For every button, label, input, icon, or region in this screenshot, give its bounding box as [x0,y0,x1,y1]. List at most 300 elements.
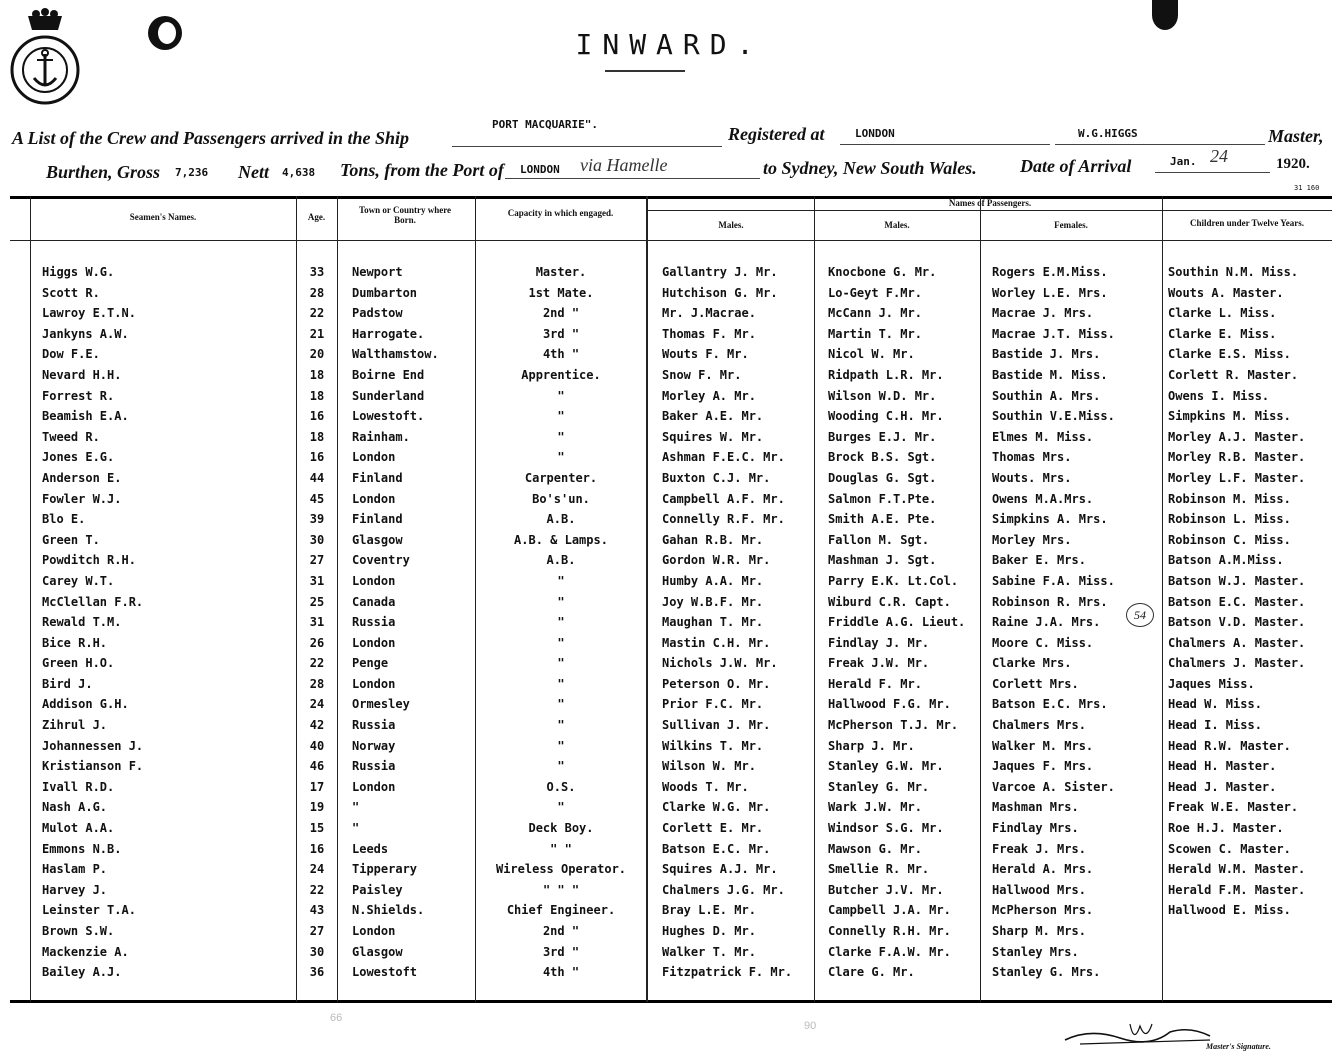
male-passenger-cell: Gallantry J. Mr. [662,265,778,279]
female-passenger-cell: Baker E. Mrs. [992,553,1086,568]
crew-town-cell: Boirne End [352,367,425,382]
male-passenger-cell: Chalmers J.G. Mr. [662,882,785,897]
circled-annotation: 54 [1126,603,1154,627]
male-passenger-cell: Campbell A.F. Mr. [662,491,785,506]
crew-capacity-cell: 2nd " [542,306,580,321]
female-passenger-cell: Southin V.E.Miss. [992,409,1115,424]
male-passenger-cell: Burges E.J. Mr. [828,429,937,444]
crew-capacity-cell: A.B. & Lamps. [514,532,608,547]
crew-capacity-cell: " " [550,841,572,856]
crew-age-cell: 22 [309,882,325,897]
crew-capacity-cell: " [557,388,565,403]
crew-town-cell: Sunderland [352,388,425,403]
crew-age-cell: 46 [309,759,325,774]
male-passenger-cell: Windsor S.G. Mr. [828,821,944,836]
crew-age-cell: 20 [309,347,325,362]
tons-label: Tons, from the Port of [340,160,504,180]
crew-name-cell: Nash A.G. [42,800,108,815]
via-port-handwritten: via Hamelle [580,155,668,175]
page-title: INWARD. [575,28,764,61]
crew-age-cell: 21 [309,326,325,341]
crew-town-cell: Padstow [352,306,403,321]
crew-capacity-cell: " [557,429,565,444]
title-rule [605,70,685,72]
crew-name-cell: Addison G.H. [42,697,129,712]
male-passenger-cell: Gordon W.R. Mr. [662,553,771,568]
male-passenger-cell: Baker A.E. Mr. [662,409,764,424]
crew-age-cell: 30 [309,944,325,959]
male-passenger-cell: Batson E.C. Mr. [662,841,771,856]
child-passenger-cell: Hallwood E. Miss. [1168,903,1291,918]
gross-tonnage: 7,236 [175,166,209,179]
male-passenger-cell: Nicol W. Mr. [828,347,915,362]
male-passengers-column-1 [662,262,792,983]
male-passenger-cell: Humby A.A. Mr. [662,573,764,588]
crew-name-cell: Beamish E.A. [42,409,129,424]
female-passenger-cell: Corlett Mrs. [992,676,1079,691]
col-divider [980,196,981,1002]
child-passenger-cell: Batson A.M.Miss. [1168,553,1284,568]
arrival-date-typed: Jan. [1170,155,1197,168]
child-passenger-cell: Chalmers J. Master. [1168,656,1306,671]
arrival-label: Date of Arrival [1020,156,1132,176]
female-passenger-cell: Simpkins A. Mrs. [992,512,1108,527]
male-passenger-cell: Peterson O. Mr. [662,676,771,691]
pencil-mark: 90 [804,1020,817,1032]
list-intro-label: A List of the Crew and Passengers arrived in the Ship [12,128,410,148]
male-passenger-cell: Wilkins T. Mr. [662,738,764,753]
col-header-males-2: Males. [884,220,910,230]
col-divider [30,196,31,1002]
crew-age-cell: 39 [309,512,325,527]
crew-capacity-cell: Carpenter. [524,470,598,485]
crew-capacity-cell: " [557,676,565,691]
male-passengers-column-2 [828,262,965,983]
male-passenger-cell: Squires A.J. Mr. [662,862,778,877]
male-passenger-cell: Martin T. Mr. [828,326,922,341]
sydney-label: to Sydney, New South Wales. [763,158,977,178]
crew-name-cell: Jones E.G. [42,450,115,465]
crew-age-cell: 31 [309,615,325,630]
child-passenger-cell: Corlett R. Master. [1168,367,1299,382]
male-passenger-cell: McCann J. Mr. [828,306,922,321]
male-passenger-cell: Bray L.E. Mr. [662,903,756,918]
crew-name-cell: Green T. [42,532,100,547]
col-header-age: Age. [307,212,326,222]
crew-age-cell: 24 [309,697,325,712]
male-passenger-cell: Sharp J. Mr. [828,738,915,753]
crew-name-cell: Bird J. [42,676,93,691]
child-passenger-cell: Batson W.J. Master. [1168,573,1306,588]
female-passenger-cell: Macrae J.T. Miss. [992,326,1115,341]
female-passenger-cell: Rogers E.M.Miss. [992,265,1108,279]
crew-age-cell: 18 [309,367,325,382]
crew-age-cell: 40 [309,738,325,753]
child-passenger-cell: Herald W.M. Master. [1168,862,1306,877]
male-passenger-cell: Mashman J. Sgt. [828,553,937,568]
crew-age-cell: 27 [309,553,325,568]
male-passenger-cell: Clarke W.G. Mr. [662,800,771,815]
female-passenger-cell: Sabine F.A. Miss. [992,573,1115,588]
ink-blot-icon [1152,0,1178,30]
crew-capacity-cell: 2nd " [542,924,580,938]
crew-town-cell: London [352,924,396,938]
crew-town-cell: London [352,635,396,650]
male-passenger-cell: Douglas G. Sgt. [828,470,937,485]
child-passenger-cell: Robinson M. Miss. [1168,491,1291,506]
male-passenger-cell: Lo-Geyt F.Mr. [828,285,922,300]
form-code: 31 160 [1294,184,1320,192]
child-passenger-cell: Morley A.J. Master. [1168,429,1306,444]
male-passenger-cell: Salmon F.T.Pte. [828,491,937,506]
crew-towns-column [352,262,439,983]
male-passenger-cell: Clare G. Mr. [828,965,915,980]
col-header-children: Children under Twelve Years. [1189,218,1304,228]
shipping-office-seal-icon [10,8,80,118]
male-passenger-cell: Smith A.E. Pte. [828,512,937,527]
male-passenger-cell: Mr. J.Macrae. [662,306,756,321]
crew-name-cell: Blo E. [42,512,86,527]
col-header-capacity: Capacity in which engaged. [507,208,614,218]
crew-town-cell: Paisley [352,882,403,897]
crew-age-cell: 33 [309,265,325,279]
col-header-town: Town or Country where Born. [358,205,452,225]
crew-town-cell: London [352,491,396,506]
crew-name-cell: Rewald T.M. [42,615,122,630]
male-passenger-cell: Buxton C.J. Mr. [662,470,771,485]
crew-age-cell: 22 [309,656,325,671]
crew-age-cell: 25 [309,594,325,609]
child-passenger-cell: Roe H.J. Master. [1168,821,1284,836]
crew-name-cell: Tweed R. [42,429,100,444]
crew-capacity-cell: 4th " [542,965,580,980]
crew-capacity-cell: " [557,594,565,609]
male-passenger-cell: Clarke F.A.W. Mr. [828,944,951,959]
crew-name-cell: Higgs W.G. [42,265,115,279]
crew-town-cell: Newport [352,265,403,279]
child-passenger-cell: Simpkins M. Miss. [1168,409,1291,424]
child-passenger-cell: Chalmers A. Master. [1168,635,1306,650]
crew-capacity-cell: 4th " [542,347,580,362]
crew-town-cell: Canada [352,594,396,609]
crew-town-cell: Russia [352,718,396,733]
crew-name-cell: Nevard H.H. [42,367,122,382]
crew-name-cell: Mackenzie A. [42,944,129,959]
female-passengers-column [992,262,1115,983]
header-bottom-rule [10,240,1332,241]
crew-capacity-cell: " [557,656,565,671]
crew-capacity-cell: Apprentice. [521,367,601,382]
crew-capacity-cell: Deck Boy. [528,821,594,836]
crew-capacity-cell: " [557,738,565,753]
crew-capacity-cell: A.B. [546,512,576,527]
male-passenger-cell: Stanley G.W. Mr. [828,759,944,774]
port-underline [505,178,760,179]
male-passenger-cell: Walker T. Mr. [662,944,756,959]
crew-town-cell: Finland [352,512,403,527]
male-passenger-cell: Hughes D. Mr. [662,924,756,938]
crew-age-cell: 28 [309,676,325,691]
col-header-passengers: Names of Passengers. [948,198,1032,208]
male-passenger-cell: Parry E.K. Lt.Col. [828,573,959,588]
table-bottom-border [10,1000,1332,1003]
crew-name-cell: Emmons N.B. [42,841,122,856]
crew-town-cell: London [352,450,396,465]
crew-capacity-column [478,262,644,983]
crew-age-cell: 16 [309,841,325,856]
female-passenger-cell: Jaques F. Mrs. [992,759,1094,774]
crew-capacity-cell: " [557,759,565,774]
crew-age-cell: 19 [309,800,325,815]
male-passenger-cell: Gahan R.B. Mr. [662,532,764,547]
nett-label: Nett [238,162,269,182]
crew-name-cell: Bice R.H. [42,635,108,650]
male-passenger-cell: Mastin C.H. Mr. [662,635,771,650]
crew-name-cell: Dow F.E. [42,347,100,362]
crew-capacity-cell: 3rd " [542,944,580,959]
female-passenger-cell: Raine J.A. Mrs. [992,615,1101,630]
male-passenger-cell: Brock B.S. Sgt. [828,450,937,465]
col-header-males-1: Males. [718,220,744,230]
child-passenger-cell: Head H. Master. [1168,759,1277,774]
child-passenger-cell: Southin N.M. Miss. [1168,265,1299,279]
male-passenger-cell: Corlett E. Mr. [662,821,764,836]
children-passengers-column [1168,262,1305,921]
male-passenger-cell: Connelly R.F. Mr. [662,512,785,527]
master-underline [1055,144,1265,145]
crew-ages-column [303,262,331,983]
female-passenger-cell: Bastide M. Miss. [992,367,1108,382]
crew-town-cell: London [352,676,396,691]
child-passenger-cell: Head J. Master. [1168,779,1277,794]
child-passenger-cell: Freak W.E. Master. [1168,800,1299,815]
crew-age-cell: 26 [309,635,325,650]
male-passenger-cell: McPherson T.J. Mr. [828,718,959,733]
burthen-label: Burthen, Gross [46,162,161,182]
male-passenger-cell: Sullivan J. Mr. [662,718,771,733]
master-name: W.G.HIGGS [1078,127,1138,140]
passenger-header-rule [648,210,1332,211]
female-passenger-cell: Chalmers Mrs. [992,718,1086,733]
female-passenger-cell: Mashman Mrs. [992,800,1079,815]
crew-age-cell: 28 [309,285,325,300]
crew-capacity-cell: " " " [542,882,580,897]
nett-tonnage: 4,638 [282,166,316,179]
male-passenger-cell: Wilson W.D. Mr. [828,388,937,403]
female-passenger-cell: Moore C. Miss. [992,635,1094,650]
child-passenger-cell: Jaques Miss. [1168,676,1255,691]
arrival-year: 1920. [1276,156,1310,172]
male-passenger-cell: Morley A. Mr. [662,388,756,403]
male-passenger-cell: Campbell J.A. Mr. [828,903,951,918]
female-passenger-cell: Hallwood Mrs. [992,882,1086,897]
child-passenger-cell: Scowen C. Master. [1168,841,1291,856]
master-signature [1060,1018,1220,1048]
crew-name-cell: Forrest R. [42,388,115,403]
crew-town-cell: Leeds [352,841,389,856]
crew-town-cell: Lowestoft. [352,409,425,424]
crew-capacity-cell: Bo's'un. [532,491,590,506]
female-passenger-cell: Thomas Mrs. [992,450,1072,465]
crew-age-cell: 17 [309,779,325,794]
child-passenger-cell: Clarke E. Miss. [1168,326,1277,341]
female-passenger-cell: Findlay Mrs. [992,821,1079,836]
crew-capacity-cell: " [557,635,565,650]
male-passenger-cell: Fallon M. Sgt. [828,532,930,547]
crew-capacity-cell: " [557,697,565,712]
crew-capacity-cell: " [557,718,565,733]
crew-age-cell: 31 [309,573,325,588]
registered-port: LONDON [855,127,895,140]
crew-age-cell: 30 [309,532,325,547]
crew-town-cell: London [352,779,396,794]
departure-port: LONDON [520,163,560,176]
male-passenger-cell: Stanley G. Mr. [828,779,930,794]
crew-town-cell: Finland [352,470,403,485]
child-passenger-cell: Robinson L. Miss. [1168,512,1291,527]
crew-town-cell: Russia [352,759,396,774]
female-passenger-cell: Sharp M. Mrs. [992,924,1086,938]
crew-name-cell: Leinster T.A. [42,903,136,918]
female-passenger-cell: Elmes M. Miss. [992,429,1094,444]
crew-age-cell: 24 [309,862,325,877]
crew-town-cell: London [352,573,396,588]
crew-capacity-cell: " [557,800,565,815]
crew-name-cell: Haslam P. [42,862,108,877]
crew-name-cell: Brown S.W. [42,924,115,938]
child-passenger-cell: Head W. Miss. [1168,697,1262,712]
col-divider [337,196,338,1002]
col-header-seamen: Seamen's Names. [129,212,197,222]
male-passenger-cell: Herald F. Mr. [828,676,922,691]
child-passenger-cell: Owens I. Miss. [1168,388,1270,403]
male-passenger-cell: Wark J.W. Mr. [828,800,922,815]
registered-label: Registered at [728,124,825,144]
female-passenger-cell: Clarke Mrs. [992,656,1072,671]
crew-age-cell: 36 [309,965,325,980]
crew-name-cell: Ivall R.D. [42,779,115,794]
crew-capacity-cell: A.B. [546,553,576,568]
crew-name-cell: Zihrul J. [42,718,108,733]
ship-name: PORT MACQUARIE". [492,118,598,131]
crew-capacity-cell: Chief Engineer. [506,903,616,918]
crew-name-cell: Carey W.T. [42,573,115,588]
crew-age-cell: 18 [309,388,325,403]
col-divider [296,196,297,1002]
col-divider [646,196,648,1002]
pencil-mark: 66 [330,1012,343,1024]
male-passenger-cell: Woods T. Mr. [662,779,749,794]
registered-underline [840,144,1050,145]
crew-name-cell: McClellan F.R. [42,594,144,609]
crew-name-cell: Fowler W.J. [42,491,122,506]
female-passenger-cell: Morley Mrs. [992,532,1072,547]
crew-capacity-cell: " [557,573,565,588]
crew-town-cell: Tipperary [352,862,418,877]
master-label: Master, [1268,126,1324,146]
crew-town-cell: N.Shields. [352,903,425,918]
female-passenger-cell: Herald A. Mrs. [992,862,1094,877]
female-passenger-cell: Batson E.C. Mrs. [992,697,1108,712]
male-passenger-cell: Mawson G. Mr. [828,841,922,856]
male-passenger-cell: Wooding C.H. Mr. [828,409,944,424]
child-passenger-cell: Head I. Miss. [1168,718,1262,733]
female-passenger-cell: Walker M. Mrs. [992,738,1094,753]
female-passenger-cell: Freak J. Mrs. [992,841,1086,856]
male-passenger-cell: Hutchison G. Mr. [662,285,778,300]
crew-name-cell: Kristianson F. [42,759,144,774]
female-passenger-cell: McPherson Mrs. [992,903,1094,918]
male-passenger-cell: Ridpath L.R. Mr. [828,367,944,382]
crew-age-cell: 18 [309,429,325,444]
child-passenger-cell: Batson V.D. Master. [1168,615,1306,630]
col-divider [1162,196,1163,1002]
female-passenger-cell: Southin A. Mrs. [992,388,1101,403]
crew-town-cell: Russia [352,615,396,630]
crew-town-cell: Norway [352,738,396,753]
crew-name-cell: Powditch R.H. [42,553,136,568]
crew-town-cell: Lowestoft [352,965,418,980]
male-passenger-cell: Smellie R. Mr. [828,862,930,877]
male-passenger-cell: Maughan T. Mr. [662,615,764,630]
crew-age-cell: 16 [309,450,325,465]
crew-town-cell: Walthamstow. [352,347,439,362]
crew-town-cell: Coventry [352,553,410,568]
male-passenger-cell: Snow F. Mr. [662,367,742,382]
crew-town-cell: Ormesley [352,697,410,712]
crew-age-cell: 15 [309,821,325,836]
crew-age-cell: 27 [309,924,325,938]
crew-town-cell: " [352,800,360,815]
crew-age-cell: 43 [309,903,325,918]
crew-name-cell: Harvey J. [42,882,108,897]
female-passenger-cell: Robinson R. Mrs. [992,594,1108,609]
female-passenger-cell: Macrae J. Mrs. [992,306,1094,321]
crew-name-cell: Johannessen J. [42,738,144,753]
child-passenger-cell: Morley L.F. Master. [1168,470,1306,485]
crew-town-cell: " [352,821,360,836]
female-passenger-cell: Bastide J. Mrs. [992,347,1101,362]
male-passenger-cell: Butcher J.V. Mr. [828,882,944,897]
child-passenger-cell: Batson E.C. Master. [1168,594,1306,609]
crew-name-cell: Anderson E. [42,470,122,485]
male-passenger-cell: Wilson W. Mr. [662,759,756,774]
child-passenger-cell: Herald F.M. Master. [1168,882,1306,897]
crew-age-cell: 44 [309,470,325,485]
crew-capacity-cell: " [557,450,565,465]
male-passenger-cell: Ashman F.E.C. Mr. [662,450,785,465]
crew-town-cell: Dumbarton [352,285,418,300]
male-passenger-cell: Wiburd C.R. Capt. [828,594,951,609]
crew-capacity-cell: O.S. [546,779,576,794]
crew-capacity-cell: Wireless Operator. [495,862,627,877]
crew-town-cell: Glasgow [352,944,403,959]
crew-name-cell: Bailey A.J. [42,965,122,980]
crew-age-cell: 42 [309,718,325,733]
child-passenger-cell: Clarke L. Miss. [1168,306,1277,321]
male-passenger-cell: Hallwood F.G. Mr. [828,697,951,712]
crew-capacity-cell: " [557,409,565,424]
child-passenger-cell: Morley R.B. Master. [1168,450,1306,465]
crew-age-cell: 22 [309,306,325,321]
date-underline [1155,172,1270,173]
male-passenger-cell: Nichols J.W. Mr. [662,656,778,671]
child-passenger-cell: Head R.W. Master. [1168,738,1291,753]
crew-name-cell: Mulot A.A. [42,821,115,836]
female-passenger-cell: Wouts. Mrs. [992,470,1072,485]
col-header-females: Females. [1054,220,1088,230]
male-passenger-cell: Freak J.W. Mr. [828,656,930,671]
